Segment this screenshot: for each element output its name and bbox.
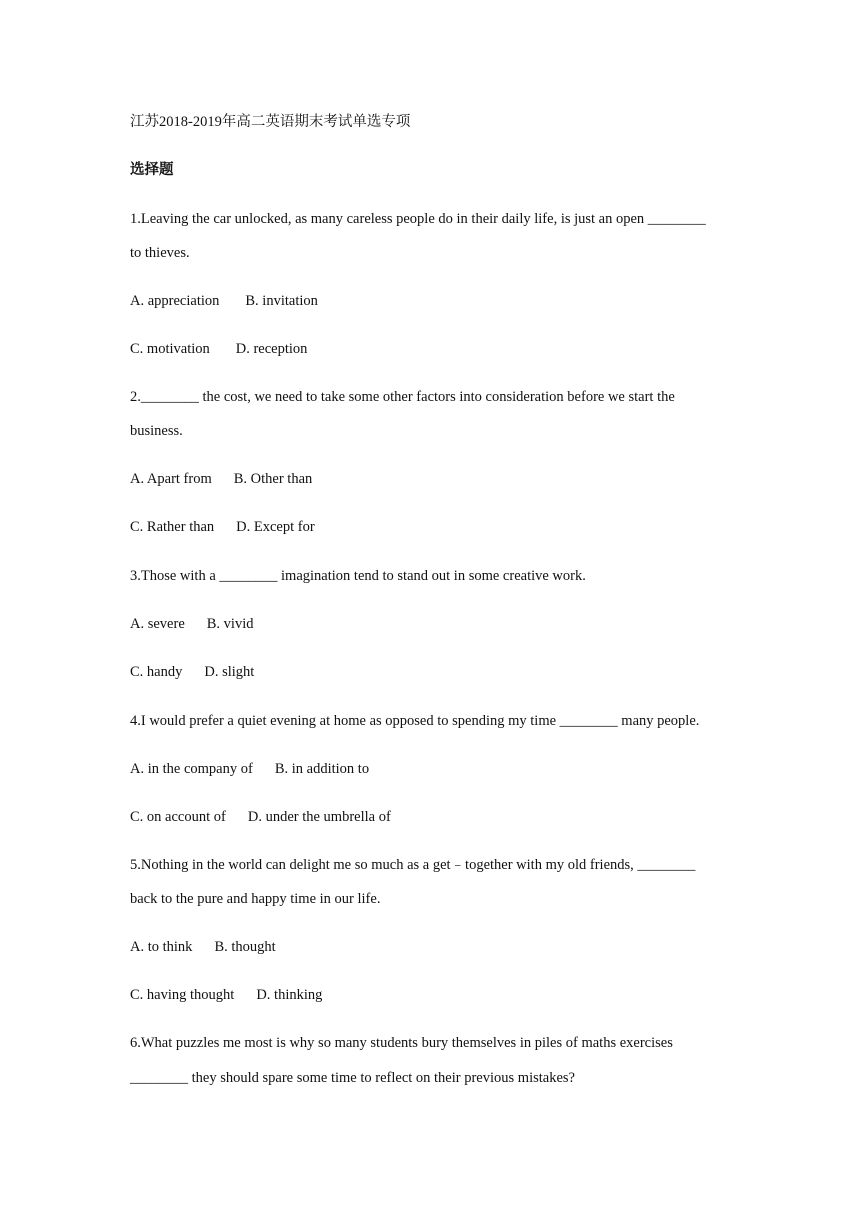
question-1-option-a[interactable]: A. appreciation [130,293,220,309]
question-5-options-row-2 [130,986,322,1004]
question-4-option-b[interactable]: B. in addition to [274,761,370,777]
question-2-option-c[interactable]: C. Rather than [130,519,215,535]
question-3-options-row-1 [130,615,254,633]
question-2-option-b[interactable]: B. Other than [233,471,313,487]
question-5-option-c[interactable]: C. having thought [130,987,235,1003]
question-3-option-a[interactable]: A. severe [130,616,185,632]
question-1-option-d[interactable]: D. reception [235,341,308,357]
question-2-options-row-2 [130,518,315,536]
question-5-option-b[interactable]: B. thought [214,939,276,955]
question-1-options-row-2 [130,340,307,358]
question-1-option-b[interactable]: B. invitation [245,293,318,309]
question-5-stem-line-2: back to the pure and happy time in our life. [130,891,381,907]
question-4-options-row-2 [130,808,391,826]
question-3-stem-line-1: 3.Those with a ________ imagination tend to stand out in some creative work. [130,568,586,584]
question-4-option-d[interactable]: D. under the umbrella of [247,809,391,825]
question-5-stem-line-1: 5.Nothing in the world can delight me so much as a get﹣together with my old friends, ________ [130,857,696,873]
question-1-option-c[interactable]: C. motivation [130,341,210,357]
question-2-option-d[interactable]: D. Except for [236,519,315,535]
question-5-options-row-1 [130,938,276,956]
question-3-option-b[interactable]: B. vivid [206,616,254,632]
question-2-option-a[interactable]: A. Apart from [130,471,212,487]
section-heading: 选择题 [130,162,174,178]
question-6-stem-line-2: ________ they should spare some time to reflect on their previous mistakes? [130,1070,575,1086]
question-2-stem-line-1: 2.________ the cost, we need to take some other factors into consideration before we start the [130,389,675,405]
question-4-stem-line-1: 4.I would prefer a quiet evening at home as opposed to spending my time ________ many people. [130,713,700,729]
question-6-stem-line-1: 6.What puzzles me most is why so many students bury themselves in piles of maths exercises [130,1035,673,1051]
question-4-option-c[interactable]: C. on account of [130,809,226,825]
question-4-options-row-1 [130,760,369,778]
question-3-option-d[interactable]: D. slight [204,664,255,680]
document-title: 江苏2018-2019年高二英语期末考试单选专项 [130,114,411,130]
question-1-stem-line-1: 1.Leaving the car unlocked, as many careless people do in their daily life, is just an open ________ [130,211,706,227]
question-5-option-d[interactable]: D. thinking [256,987,323,1003]
question-3-options-row-2 [130,663,254,681]
question-3-option-c[interactable]: C. handy [130,664,183,680]
question-2-options-row-1 [130,470,312,488]
question-1-options-row-1 [130,292,318,310]
question-1-stem-line-2: to thieves. [130,245,190,261]
question-4-option-a[interactable]: A. in the company of [130,761,253,777]
question-2-stem-line-2: business. [130,423,183,439]
question-5-option-a[interactable]: A. to think [130,939,193,955]
